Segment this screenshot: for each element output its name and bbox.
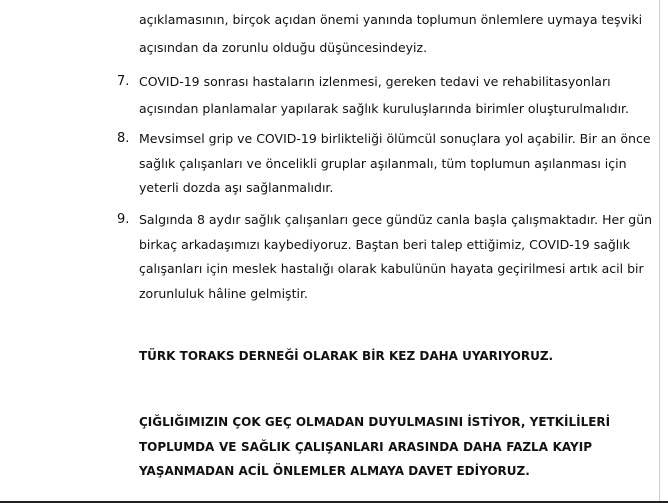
intro-line-1: açıklamasının, birçok açıdan önemi yanında toplumun önlemlere uymaya teşviki: [139, 12, 643, 27]
item-8-number: 8.: [117, 131, 130, 146]
appeal-line-3: YAŞANMADAN ACİL ÖNLEMLER ALMAYA DAVET EDİYORUZ.: [139, 464, 530, 478]
page-right-edge: [659, 0, 660, 503]
item-8-line-3: yeterli dozda aşı sağlanmalıdır.: [139, 180, 334, 195]
item-9-line-4: zorunluluk hâline gelmiştir.: [139, 286, 308, 301]
item-7-line-1: COVID-19 sonrası hastaların izlenmesi, gereken tedavi ve rehabilitasyonları: [139, 74, 611, 89]
item-9-line-3: çalışanları için meslek hastalığı olarak kabulünün hayata geçirilmesi artık acil bir: [139, 261, 644, 276]
item-7-line-2: açısından planlamalar yapılarak sağlık kuruluşlarında birimler oluşturulmalıdır.: [139, 101, 630, 116]
warning-heading: TÜRK TORAKS DERNEĞİ OLARAK BİR KEZ DAHA UYARIYORUZ.: [139, 349, 554, 363]
item-7-number: 7.: [117, 74, 130, 89]
item-9-line-1: Salgında 8 aydır sağlık çalışanları gece gündüz canla başla çalışmaktadır. Her gün: [139, 212, 653, 227]
item-9-number: 9.: [117, 212, 130, 227]
item-8-line-2: sağlık çalışanları ve öncelikli gruplar aşılanmalı, tüm toplumun aşılanması için: [139, 156, 627, 171]
appeal-line-2: TOPLUMDA VE SAĞLIK ÇALIŞANLARI ARASINDA DAHA FAZLA KAYIP: [139, 440, 592, 454]
item-9-line-2: birkaç arkadaşımızı kaybediyoruz. Baştan beri talep ettiğimiz, COVID-19 sağlık: [139, 237, 630, 252]
item-8-line-1: Mevsimsel grip ve COVID-19 birlikteliği ölümcül sonuçlara yol açabilir. Bir an önce: [139, 131, 651, 146]
intro-line-2: açısından da zorunlu olduğu düşüncesindeyiz.: [139, 40, 428, 55]
appeal-line-1: ÇIĞLIĞIMIZIN ÇOK GEÇ OLMADAN DUYULMASINI İSTİYOR, YETKİLİLERİ: [139, 415, 611, 429]
